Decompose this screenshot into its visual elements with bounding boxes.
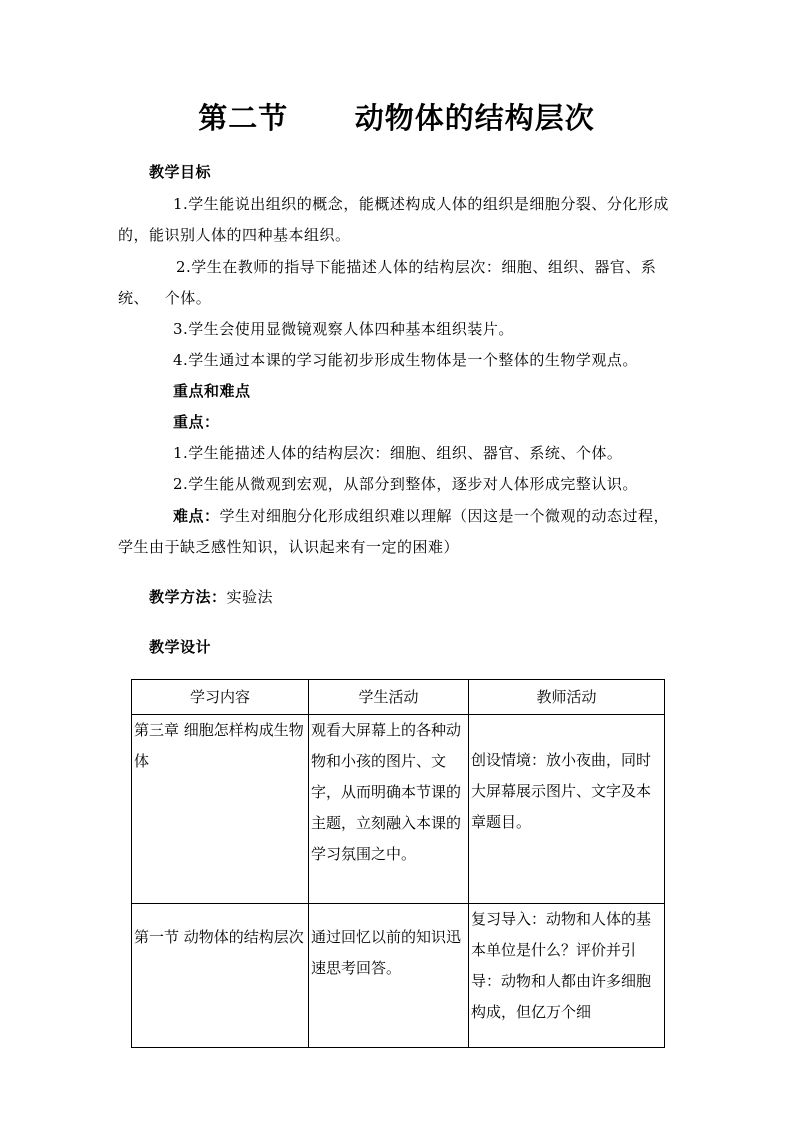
header-learning-content: 学习内容	[132, 680, 309, 715]
teaching-design-table	[131, 679, 665, 1048]
difficulty-line-1	[173, 506, 669, 526]
page-title: 第二节 动物体的结构层次	[198, 101, 595, 135]
difficulty-label: 难点：	[173, 507, 220, 525]
key-difficulty-heading: 重点和难点	[173, 382, 251, 400]
table-cell-content: 第一节 动物体的结构层次	[132, 904, 309, 1048]
design-heading: 教学设计	[149, 638, 212, 656]
table-cell-teacher: 创设情境：放小夜曲，同时大屏幕展示图片、文字及本章题目。	[469, 715, 665, 904]
goal-2-line-1: 2.学生在教师的指导下能描述人体的结构层次：细胞、组织、器官、系	[176, 258, 657, 276]
table-cell-student: 观看大屏幕上的各种动物和小孩的图片、文字，从而明确本节课的主题，立刻融入本课的学习氛围之中。	[309, 715, 469, 904]
table-header-row	[132, 680, 665, 715]
goals-heading: 教学目标	[149, 163, 212, 181]
table-row	[132, 904, 665, 1048]
key-label: 重点：	[173, 413, 220, 431]
header-student-activity: 学生活动	[309, 680, 469, 715]
table-row	[132, 715, 665, 904]
goal-3: 3.学生会使用显微镜观察人体四种基本组织装片。	[173, 320, 514, 338]
goal-1-line-1: 1.学生能说出组织的概念，能概述构成人体的组织是细胞分裂、分化形成	[173, 195, 669, 213]
table-cell-teacher: 复习导入：动物和人体的基本单位是什么？评价并引导：动物和人都由许多细胞构成，但亿万个细	[469, 904, 665, 1048]
key-point-1: 1.学生能描述人体的结构层次：细胞、组织、器官、系统、个体。	[173, 444, 623, 462]
method-line	[149, 587, 273, 607]
goal-1-line-2: 的，能识别人体的四种基本组织。	[118, 226, 351, 244]
key-point-2: 2.学生能从微观到宏观，从部分到整体，逐步对人体形成完整认识。	[173, 475, 638, 493]
goal-2-line-2: 统、 个体。	[118, 289, 212, 307]
difficulty-line-2: 学生由于缺乏感性知识，认识起来有一定的困难）	[118, 538, 460, 556]
method-label: 教学方法：	[149, 588, 227, 606]
method-value: 实验法	[226, 588, 274, 606]
table-cell-student: 通过回忆以前的知识迅速思考回答。	[309, 904, 469, 1048]
difficulty-text: 学生对细胞分化形成组织难以理解（因这是一个微观的动态过程，	[219, 507, 670, 525]
goal-4: 4.学生通过本课的学习能初步形成生物体是一个整体的生物学观点。	[173, 351, 638, 369]
table-cell-content: 第三章 细胞怎样构成生物体	[132, 715, 309, 904]
header-teacher-activity: 教师活动	[469, 680, 665, 715]
